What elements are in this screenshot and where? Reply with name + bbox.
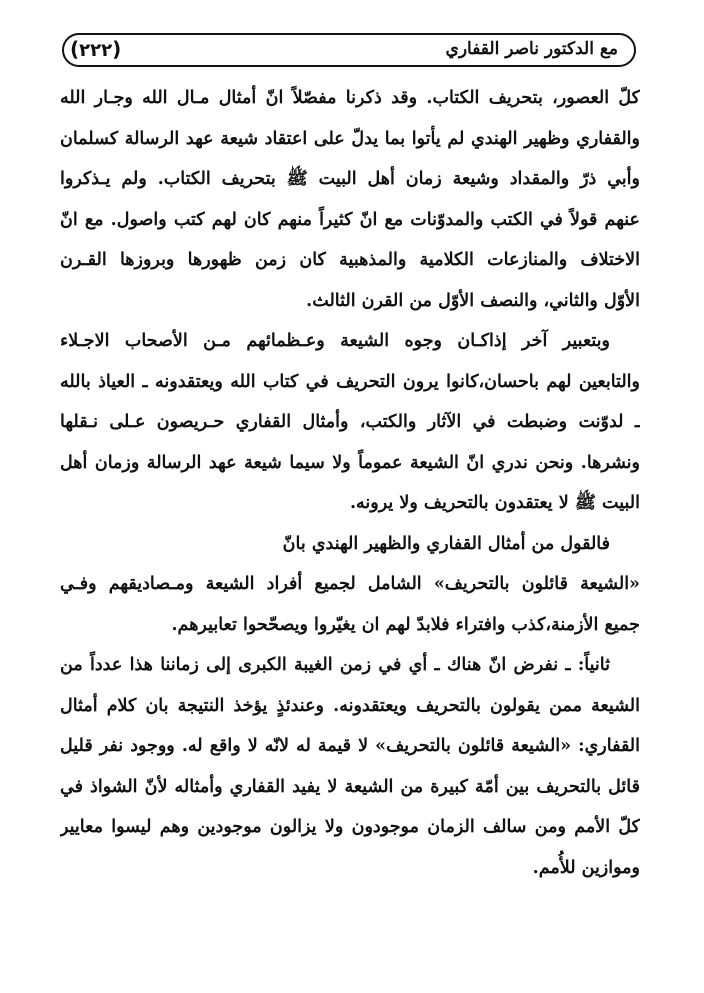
text-line: والتابعين لهم باحسان،كانوا يرون التحريف في كتاب الله ويعتقدونه ـ العياذ بالله [60, 371, 640, 392]
page-number [70, 37, 121, 61]
text-line: وأبي ذرّ والمقداد وشيعة زمان أهل البيت ﷺ بتحريف الكتاب. ولم يـذكروا [60, 169, 640, 189]
running-header [62, 33, 636, 67]
body-text [60, 78, 640, 888]
page-number-value: ٢٢٢ [79, 40, 113, 61]
text-line: كلّ الأمم ومن سالف الزمان موجودون ولا يزالون موجودين وهم ليسوا معايير [60, 817, 640, 837]
text-line: والقفاري وظهير الهندي لم يأتوا بما يدلّ على اعتقاد شيعة عهد الرسالة كسلمان [60, 128, 640, 149]
text-line: الأوّل والثاني، والنصف الأوّل من القرن الثالث. [306, 290, 640, 311]
text-line: ونشرها. ونحن ندري انّ الشيعة عموماً ولا سيما شيعة عهد الرسالة وزمان أهل [60, 452, 640, 473]
text-line: وبتعبير آخر إذاكـان وجوه الشيعة وعـظمائهم مـن الأصحاب الاجـلاء [60, 331, 610, 351]
text-line: الاختلاف والمنازعات الكلامية والمذهبية كان زمن ظهورها وبروزها القـرن [60, 250, 640, 270]
text-line: وموازين للأُمم. [532, 857, 640, 878]
text-line: الشيعة ممن يقولون بالتحريف ويعتقدونه. وعندئذٍ يؤخذ النتيجة بان كلام أمثال [60, 695, 640, 716]
text-line: كلّ العصور، بتحريف الكتاب. وقد ذكرنا مفصّلاً انّ أمثال مـال الله وجـار الله [60, 88, 640, 108]
text-line: «الشيعة قائلون بالتحريف» الشامل لجميع أفراد الشيعة ومـصاديقهم وفـي [60, 574, 640, 594]
page-number-close-paren: ) [112, 37, 122, 61]
text-line: البيت ﷺ لا يعتقدون بالتحريف ولا يرونه. [349, 493, 640, 513]
text-line: عنهم قولاً في الكتب والمدوّنات مع انّ كثيراً منهم كان لهم كتب واصول. مع انّ [60, 209, 640, 230]
running-title: مع الدكتور ناصر القفاري [445, 39, 618, 59]
text-line: قائل بالتحريف بين أمّة كبيرة من الشيعة لا يفيد القفاري وأمثاله لأنّ الشواذ في [60, 776, 640, 797]
text-line: القفاري: «الشيعة قائلون بالتحريف» لا قيمة له لانّه لا واقع له. ووجود نفر قليل [60, 736, 640, 756]
text-line: جميع الأزمنة،كذب وافتراء فلابدّ لهم ان يغيّروا ويصحّحوا تعابيرهم. [171, 614, 640, 635]
page-number-open-paren: ( [70, 37, 80, 61]
text-line: ـ لدوّنت وضبطت في الآثار والكتب، وأمثال القفاري حـريصون عـلى نـقلها [60, 412, 640, 432]
text-line: فالقول من أمثال القفاري والظهير الهندي بانّ [282, 533, 610, 554]
text-line: ثانياً: ـ نفرض انّ هناك ـ أي في زمن الغيبة الكبرى إلى زماننا هذا عدداً من [60, 655, 610, 675]
